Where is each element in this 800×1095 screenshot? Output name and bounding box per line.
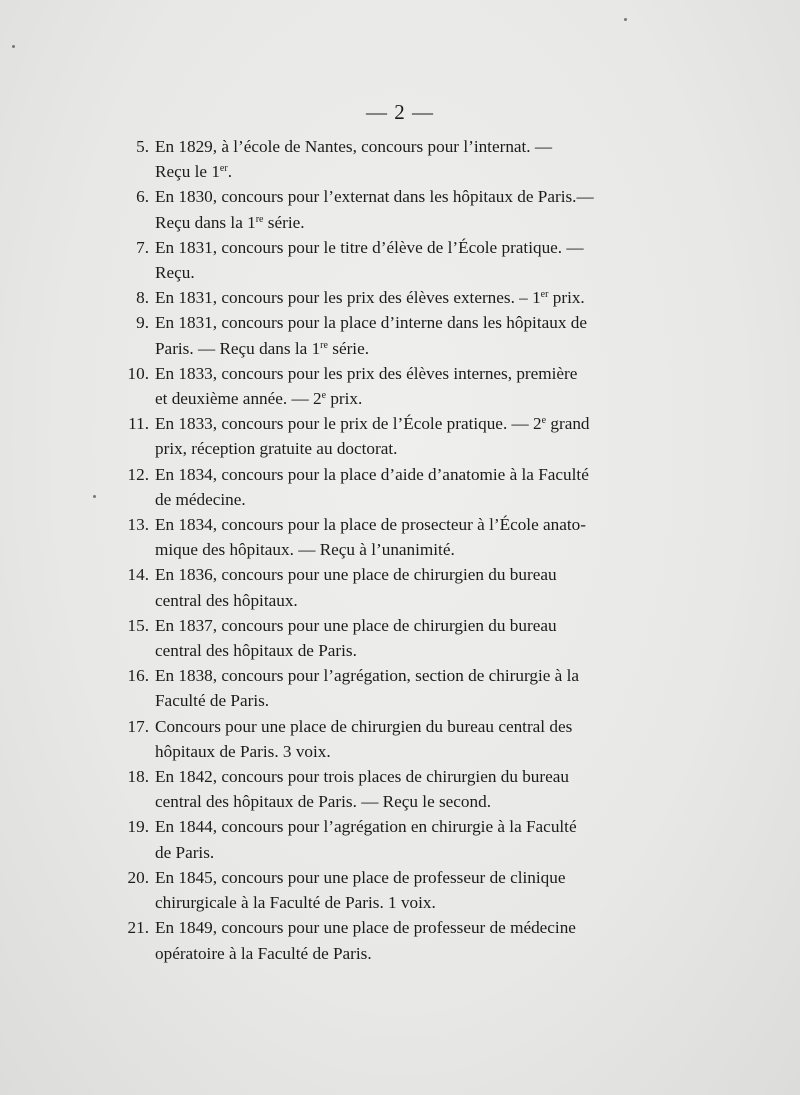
entry-text: En 1831, concours pour le titre d’élève de l’École pratique. — Reçu.	[155, 237, 584, 283]
ink-speck	[12, 45, 15, 48]
entry-text: En 1831, concours pour la place d’interne dans les hôpitaux de Paris. — Reçu dans la 1re série.	[155, 313, 587, 358]
list-item	[112, 462, 667, 512]
entry-number: 11.	[128, 414, 149, 434]
entry-number: 9.	[136, 313, 149, 333]
entry-list	[112, 134, 667, 966]
page-number: — 2 —	[366, 100, 434, 124]
entry-number: 12.	[127, 464, 149, 484]
entry-number: 18.	[127, 767, 149, 787]
list-item	[112, 915, 667, 965]
entry-number: 20.	[127, 867, 149, 887]
list-item	[112, 134, 667, 184]
entry-number: 7.	[136, 237, 149, 257]
list-item	[112, 714, 667, 764]
list-item	[112, 285, 667, 310]
list-item	[112, 865, 667, 915]
ink-speck	[93, 495, 96, 498]
entry-text: En 1833, concours pour le prix de l’École pratique. — 2e grand prix, réception gratuite au doctorat.	[155, 414, 590, 459]
list-item	[112, 512, 667, 562]
entry-number: 8.	[136, 288, 149, 308]
entry-text: En 1836, concours pour une place de chirurgien du bureau central des hôpitaux.	[155, 565, 557, 610]
ink-speck	[624, 18, 627, 21]
entry-text: En 1830, concours pour l’externat dans les hôpitaux de Paris.— Reçu dans la 1re série.	[155, 187, 594, 232]
entry-text: Concours pour une place de chirurgien du bureau central des hôpitaux de Paris. 3 voix.	[155, 716, 573, 761]
entry-number: 10.	[127, 363, 149, 383]
list-item	[112, 361, 667, 411]
entry-number: 19.	[127, 817, 149, 837]
list-item	[112, 663, 667, 713]
list-item	[112, 411, 667, 461]
entry-text: En 1842, concours pour trois places de chirurgien du bureau central des hôpitaux de Paris. — Reçu le second.	[155, 767, 569, 812]
entry-text: En 1837, concours pour une place de chirurgien du bureau central des hôpitaux de Paris.	[155, 615, 557, 661]
entry-text: En 1845, concours pour une place de professeur de clinique chirurgicale à la Faculté de Paris. 1 voix.	[155, 867, 566, 913]
entry-number: 13.	[127, 515, 149, 535]
entry-text: En 1834, concours pour la place de prosecteur à l’École anato- mique des hôpitaux. — Reçu à l’unanimité.	[155, 515, 586, 560]
entry-text: En 1834, concours pour la place d’aide d’anatomie à la Faculté de médecine.	[155, 464, 589, 509]
list-item	[112, 814, 667, 864]
entry-text: En 1829, à l’école de Nantes, concours pour l’internat. — Reçu le 1er.	[155, 137, 553, 182]
entry-number: 14.	[127, 565, 149, 585]
list-item	[112, 562, 667, 612]
entry-number: 6.	[136, 187, 149, 207]
entry-number: 17.	[127, 716, 149, 736]
entry-number: 15.	[127, 615, 149, 635]
entry-text: En 1833, concours pour les prix des élèves internes, première et deuxième année. — 2e prix.	[155, 363, 578, 409]
list-item	[112, 613, 667, 663]
entry-text: En 1831, concours pour les prix des élèves externes. – 1er prix.	[155, 288, 585, 308]
list-item	[112, 310, 667, 360]
list-item	[112, 184, 667, 234]
list-item	[112, 764, 667, 814]
entry-text: En 1844, concours pour l’agrégation en chirurgie à la Faculté de Paris.	[155, 817, 577, 862]
entry-number: 5.	[136, 137, 149, 156]
list-item	[112, 235, 667, 285]
entry-number: 21.	[127, 918, 149, 938]
entry-number: 16.	[127, 666, 149, 686]
entry-text: En 1849, concours pour une place de professeur de médecine opératoire à la Faculté de Paris.	[155, 918, 576, 963]
entry-text: En 1838, concours pour l’agrégation, section de chirurgie à la Faculté de Paris.	[155, 666, 579, 711]
